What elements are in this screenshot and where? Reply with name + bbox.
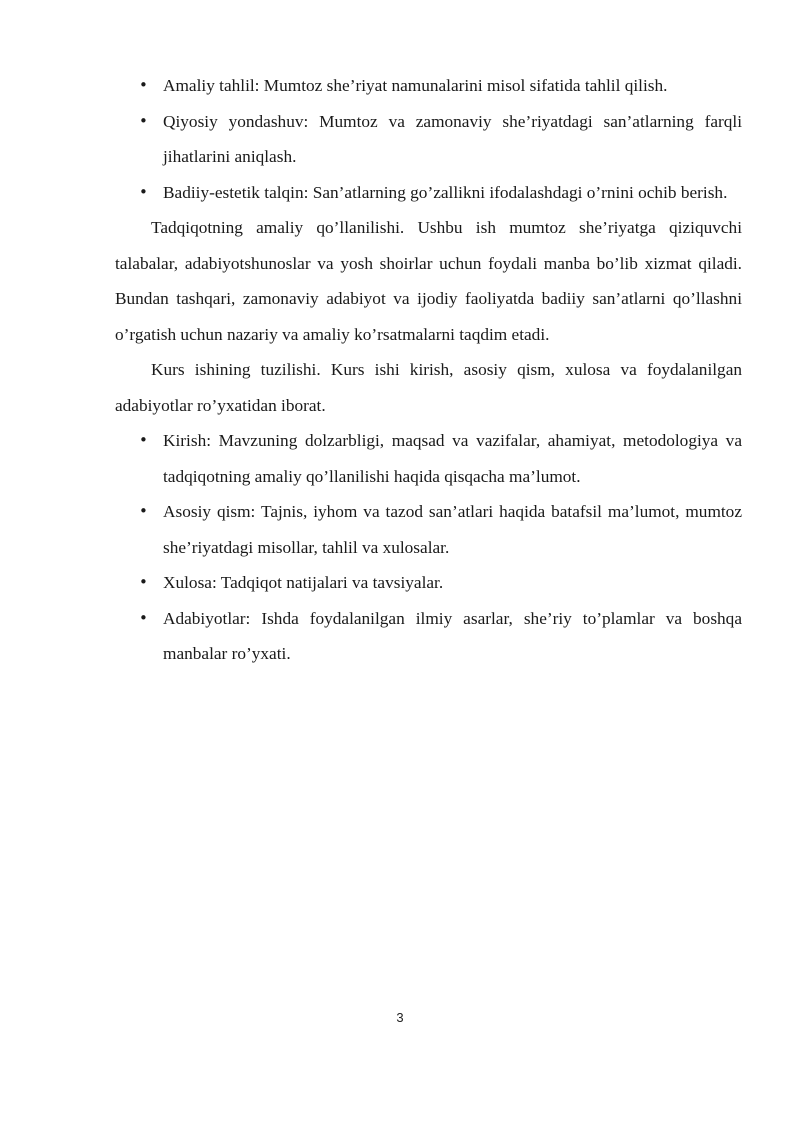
bullet-icon: • [139,431,148,449]
list-item-text: Kirish: Mavzuning dolzarbligi, maqsad va vazifalar, ahamiyat, metodologiya va tadqiqotning amaliy qo’llanilishi haqida qisqacha ma’lumot. [163,431,742,486]
list-item [115,601,742,672]
list-item-text: Badiiy-estetik talqin: San’atlarning go’zallikni ifodalashdagi o’rnini ochib berish. [163,182,728,202]
bullet-icon: • [139,111,148,130]
structure-list [115,423,742,672]
list-item [115,175,742,211]
page-number: 3 [396,1010,404,1025]
list-item [115,565,742,601]
bullet-icon: • [139,182,148,201]
practical-application-paragraph: Tadqiqotning amaliy qo’llanilishi. Ushbu ish mumtoz she’riyatga qiziquvchi talabalar, adabiyotshunoslar va yosh shoirlar uchun foydali manba bo’lib xizmat qiladi. Bundan tashqari, zamonaviy adabiyot va ijodiy faoliyatda badiiy san’atlarni qo’llashni o’rgatish uchun nazariy va amaliy ko’rsatmalarni taqdim etadi. [115,218,742,344]
list-item-text: Adabiyotlar: Ishda foydalanilgan ilmiy asarlar, she’riy to’plamlar va boshqa manbalar ro’yxati. [163,608,742,663]
bullet-icon: • [139,76,148,94]
bullet-icon: • [139,608,148,627]
list-item [115,423,742,494]
bullet-icon: • [139,502,148,520]
document-page [115,68,742,672]
list-item-text: Amaliy tahlil: Mumtoz she’riyat namunalarini misol sifatida tahlil qilish. [163,76,668,95]
structure-paragraph: Kurs ishining tuzilishi. Kurs ishi kirish, asosiy qism, xulosa va foydalanilgan adabiyotlar ro’yxatidan iborat. [115,360,742,415]
list-item-text: Xulosa: Tadqiqot natijalari va tavsiyalar. [163,573,444,592]
list-item-text: Qiyosiy yondashuv: Mumtoz va zamonaviy she’riyatdagi san’atlarning farqli jihatlarini aniqlash. [163,111,742,166]
list-item [115,494,742,565]
list-item-text: Asosiy qism: Tajnis, iyhom va tazod san’atlari haqida batafsil ma’lumot, mumtoz she’riyatdagi misollar, tahlil va xulosalar. [163,502,742,557]
list-item [115,104,742,175]
list-item [115,68,742,104]
methods-list [115,68,742,210]
bullet-icon: • [139,573,148,591]
